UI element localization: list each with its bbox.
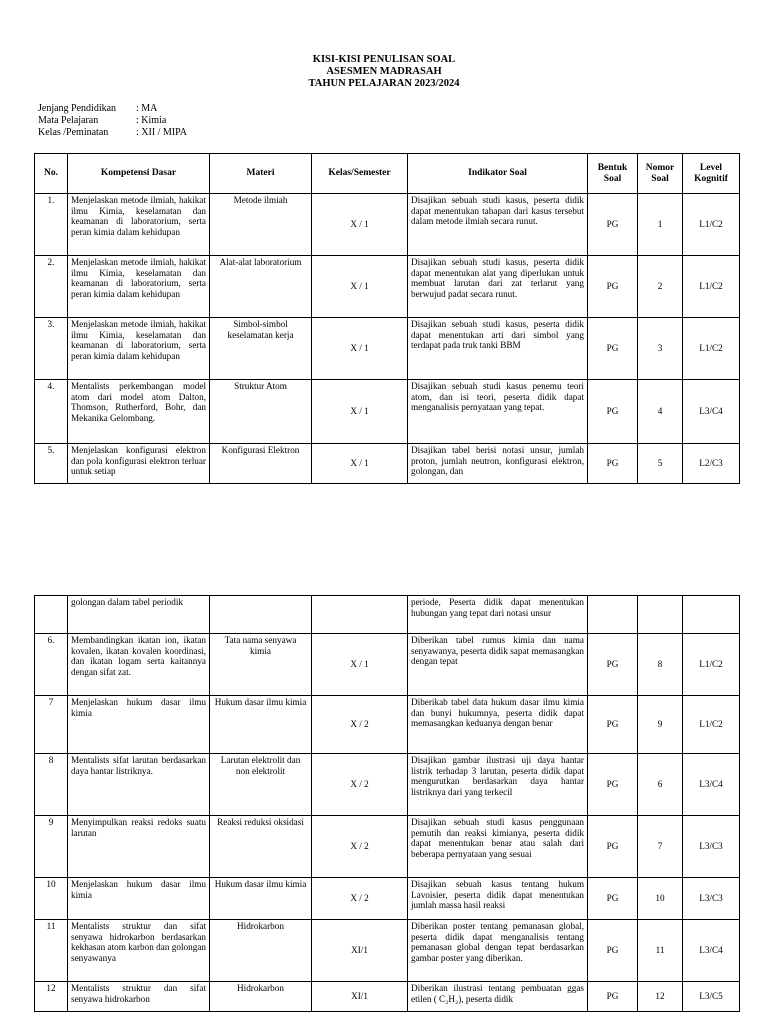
cell-kelas-semester: X / 1 [312,194,408,256]
table-row [35,920,740,982]
cell-no: 4. [35,380,68,444]
title-line-1: KISI-KISI PENULISAN SOAL [312,54,456,65]
cell-materi: Reaksi reduksi oksidasi [210,816,312,878]
cell-materi: Metode ilmiah [210,194,312,256]
document-title [0,54,768,90]
table-row [35,696,740,754]
header-kelas-semester: Kelas/Semester [312,154,408,194]
cell-level-kognitif: L2/C3 [683,444,740,484]
cell-materi: Struktur Atom [210,380,312,444]
table-row [35,634,740,696]
cell-nomor-soal: 10 [638,878,683,920]
meta-value: : XII / MIPA [136,127,188,138]
document-meta [38,103,187,139]
cell-bentuk-soal: PG [588,256,638,318]
cell-kelas-semester: X / 1 [312,318,408,380]
cell-indikator-soal: Diberikan poster tentang pemanasan global, peserta didik dapat menganalisis tentang pemanasan global dengan tepat berdasarkan gambar poster yang diberikan. [408,920,588,982]
cell-no: 7 [35,696,68,754]
cell-indikator-soal: Diberikan ilustrasi tentang pembuatan ggas etilen ( C₂H₂), peserta didik [408,982,588,1012]
header-bentuk-soal: Bentuk Soal [588,154,638,194]
cell-nomor-soal [638,596,683,634]
cell-nomor-soal: 7 [638,816,683,878]
cell-bentuk-soal: PG [588,318,638,380]
cell-materi: Hukum dasar ilmu kimia [210,696,312,754]
cell-bentuk-soal: PG [588,634,638,696]
cell-kelas-semester: X / 2 [312,696,408,754]
table-header-row [35,154,740,194]
cell-kelas-semester: X / 1 [312,444,408,484]
cell-no: 6. [35,634,68,696]
cell-no: 10 [35,878,68,920]
cell-kompetensi-dasar: Menjelaskan konfigurasi elektron dan pola konfigurasi elektron terluar untuk setiap [68,444,210,484]
table-row [35,194,740,256]
cell-level-kognitif: L1/C2 [683,634,740,696]
table-row [35,878,740,920]
meta-label: Mata Pelajaran [38,115,99,126]
cell-level-kognitif: L3/C3 [683,878,740,920]
cell-materi: Hukum dasar ilmu kimia [210,878,312,920]
cell-kelas-semester: X / 1 [312,634,408,696]
cell-kompetensi-dasar: Mentalists perkembangan model atom dari model atom Dalton, Thomson, Rutherford, Bohr, dan Mekanika Gelombang. [68,380,210,444]
cell-no: 5. [35,444,68,484]
table-row [35,596,740,634]
cell-kompetensi-dasar: Menjelaskan metode ilmiah, hakikat ilmu Kimia, keselamatan dan keamanan di laboratorium, serta peran kimia dalam kehidupan [68,194,210,256]
table-row [35,816,740,878]
cell-kompetensi-dasar: golongan dalam tabel periodik [68,596,210,634]
cell-kompetensi-dasar: Menjelaskan hukum dasar ilmu kimia [68,878,210,920]
meta-row [38,115,187,127]
cell-level-kognitif: L1/C2 [683,696,740,754]
cell-materi: Simbol-simbol keselamatan kerja [210,318,312,380]
cell-indikator-soal: Disajikan sebuah studi kasus, peserta didik dapat menentukan alat yang diperlukan untuk membuat larutan dari zat terlarut yang berwujud padat secara runut. [408,256,588,318]
cell-bentuk-soal: PG [588,380,638,444]
cell-kelas-semester: X / 2 [312,754,408,816]
cell-indikator-soal: periode, Peserta didik dapat menentukan hubungan yang tepat dari notasi unsur [408,596,588,634]
cell-nomor-soal: 5 [638,444,683,484]
cell-level-kognitif: L3/C4 [683,754,740,816]
meta-value: : MA [136,103,158,114]
meta-label: Kelas /Peminatan [38,127,109,138]
cell-bentuk-soal: PG [588,816,638,878]
cell-nomor-soal: 12 [638,982,683,1012]
meta-row [38,127,187,139]
cell-indikator-soal: Disajikan sebuah studi kasus penemu teori atom, dan isi teori, peserta didik dapat menganalisis pernyataan yang tepat. [408,380,588,444]
cell-level-kognitif [683,596,740,634]
cell-level-kognitif: L1/C2 [683,318,740,380]
cell-nomor-soal: 9 [638,696,683,754]
table-row [35,380,740,444]
cell-nomor-soal: 4 [638,380,683,444]
cell-bentuk-soal: PG [588,920,638,982]
cell-nomor-soal: 3 [638,318,683,380]
cell-bentuk-soal: PG [588,982,638,1012]
cell-materi: Tata nama senyawa kimia [210,634,312,696]
cell-bentuk-soal: PG [588,444,638,484]
cell-no: 1. [35,194,68,256]
table-row [35,256,740,318]
cell-kompetensi-dasar: Menjelaskan metode ilmiah, hakikat ilmu Kimia, keselamatan dan keamanan di laboratorium, serta peran kimia dalam kehidupan [68,318,210,380]
header-level-kognitif: Level Kognitif [683,154,740,194]
meta-label: Jenjang Pendidikan [38,103,117,114]
cell-bentuk-soal: PG [588,696,638,754]
table-body-page-1 [35,194,740,484]
cell-kompetensi-dasar: Menjelaskan hukum dasar ilmu kimia [68,696,210,754]
kisi-kisi-table-page-2 [34,595,740,1012]
cell-kelas-semester [312,596,408,634]
cell-materi [210,596,312,634]
cell-no: 3. [35,318,68,380]
cell-nomor-soal: 1 [638,194,683,256]
cell-materi: Konfigurasi Elektron [210,444,312,484]
cell-no: 12 [35,982,68,1012]
cell-no: 8 [35,754,68,816]
title-line-3: TAHUN PELAJARAN 2023/2024 [308,78,460,89]
header-materi: Materi [210,154,312,194]
table-row [35,754,740,816]
table-row [35,318,740,380]
cell-nomor-soal: 2 [638,256,683,318]
cell-no: 2. [35,256,68,318]
cell-level-kognitif: L1/C2 [683,194,740,256]
cell-kompetensi-dasar: Mentalists struktur dan sifat senyawa hidrokarbon berdasarkan kekhasan atom karbon dan golongan senyawanya [68,920,210,982]
cell-kelas-semester: X / 1 [312,256,408,318]
cell-kompetensi-dasar: Menjelaskan metode ilmiah, hakikat ilmu Kimia, keselamatan dan keamanan di laboratorium, serta peran kimia dalam kehidupan [68,256,210,318]
cell-indikator-soal: Disajikan sebuah studi kasus, peserta didik dapat menentukan arti dari simbol yang terdapat pada truk tanki BBM [408,318,588,380]
cell-no: 11 [35,920,68,982]
table-body-page-2 [35,596,740,1012]
cell-level-kognitif: L3/C3 [683,816,740,878]
cell-kelas-semester: X / 1 [312,380,408,444]
cell-level-kognitif: L1/C2 [683,256,740,318]
cell-no [35,596,68,634]
title-line-2: ASESMEN MADRASAH [326,66,442,77]
cell-materi: Larutan elektrolit dan non elektrolit [210,754,312,816]
cell-bentuk-soal: PG [588,754,638,816]
cell-no: 9 [35,816,68,878]
cell-kompetensi-dasar: Mentalists struktur dan sifat senyawa hidrokarbon [68,982,210,1012]
cell-indikator-soal: Disajikan gambar ilustrasi uji daya hantar listrik terhadap 3 larutan, peserta didik dapat mengurutkan berdasarkan daya hantar listriknya dari yang terkecil [408,754,588,816]
cell-indikator-soal: Disajikan sebuah studi kasus penggunaan pemutih dan reaksi kimianya, peserta didik dapat menentukan benar atau salah dari beberapa pernyataan yang sesuai [408,816,588,878]
cell-indikator-soal: Diberikab tabel data hukum dasar ilmu kimia dan bunyi hukumnya, peserta didik dapat memasangkan keduanya dengan benar [408,696,588,754]
cell-level-kognitif: L3/C5 [683,982,740,1012]
cell-kelas-semester: XI/1 [312,920,408,982]
header-no: No. [35,154,68,194]
table-row [35,444,740,484]
cell-indikator-soal: Diberikan tabel rumus kimia dan nama senyawanya, peserta didik sapat memasangkan dengan tepat [408,634,588,696]
meta-row [38,103,187,115]
cell-kelas-semester: X / 2 [312,816,408,878]
cell-nomor-soal: 8 [638,634,683,696]
cell-bentuk-soal: PG [588,194,638,256]
cell-kelas-semester: XI/1 [312,982,408,1012]
cell-kompetensi-dasar: Mentalists sifat larutan berdasarkan daya hantar listriknya. [68,754,210,816]
cell-kelas-semester: X / 2 [312,878,408,920]
cell-kompetensi-dasar: Membandingkan ikatan ion, ikatan kovalen, ikatan kovalen koordinasi, dan ikatan logam serta kaitannya dengan sifat zat. [68,634,210,696]
cell-bentuk-soal [588,596,638,634]
cell-kompetensi-dasar: Menyimpulkan reaksi redoks suatu larutan [68,816,210,878]
header-indikator-soal: Indikator Soal [408,154,588,194]
cell-materi: Hidrokarbon [210,982,312,1012]
table-row [35,982,740,1012]
cell-nomor-soal: 11 [638,920,683,982]
kisi-kisi-table-page-1 [34,153,740,484]
cell-nomor-soal: 6 [638,754,683,816]
cell-materi: Alat-alat laboratorium [210,256,312,318]
cell-indikator-soal: Disajikan sebuah kasus tentang hukum Lavoisier, peserta didik dapat menentukan jumlah massa hasil reaksi [408,878,588,920]
header-kompetensi-dasar: Kompetensi Dasar [68,154,210,194]
header-nomor-soal: Nomor Soal [638,154,683,194]
cell-indikator-soal: Disajikan tabel berisi notasi unsur, jumlah proton, jumlah neutron, konfigurasi elektron, golongan, dan [408,444,588,484]
meta-value: : Kimia [136,115,167,126]
cell-materi: Hidrokarbon [210,920,312,982]
cell-level-kognitif: L3/C4 [683,380,740,444]
cell-bentuk-soal: PG [588,878,638,920]
cell-level-kognitif: L3/C4 [683,920,740,982]
cell-indikator-soal: Disajikan sebuah studi kasus, peserta didik dapat menentukan tahapan dari kasus tersebut dalam metode ilmiah secara runut. [408,194,588,256]
